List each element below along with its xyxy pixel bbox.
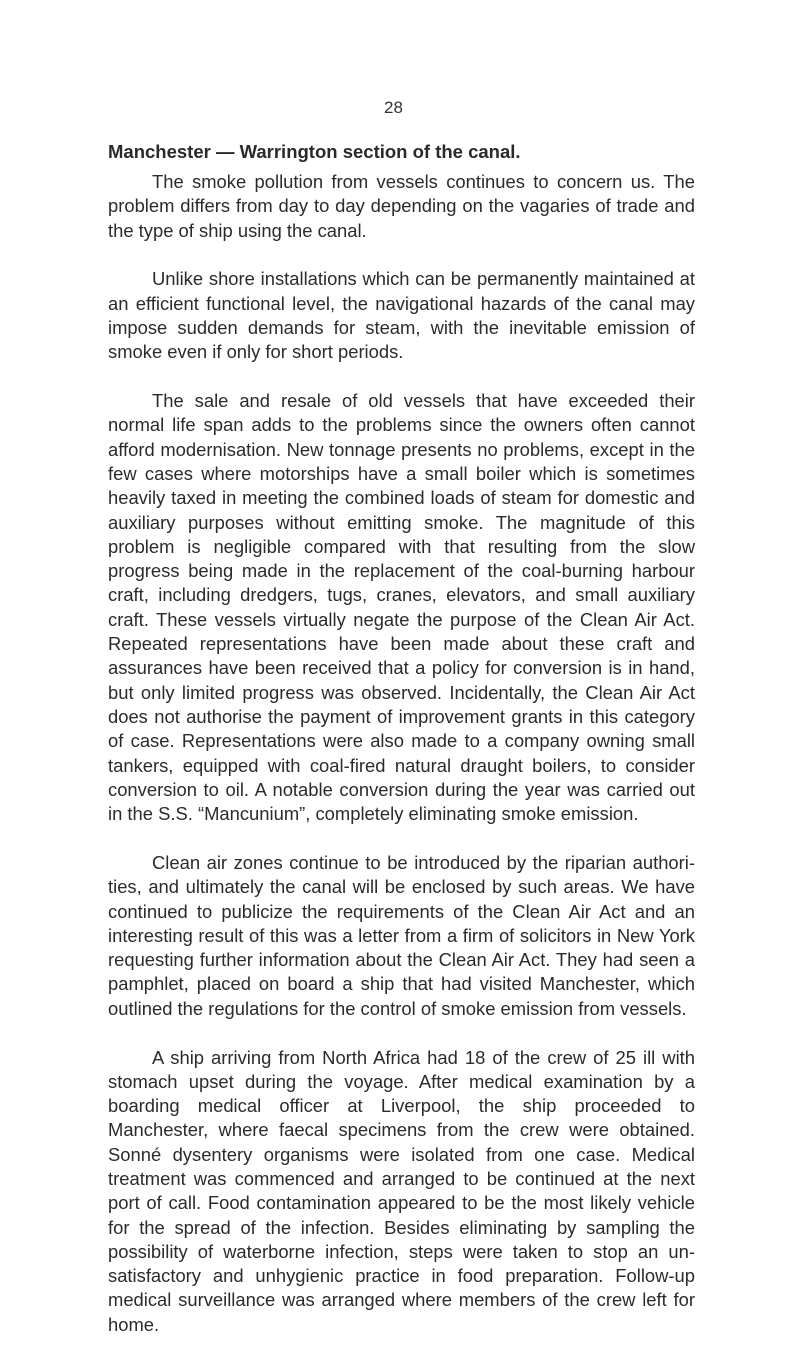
paragraph-clean-air-zones: Clean air zones continue to be introduced by the riparian authorities, and ultimately the canal will be enclosed by such areas. We have continued to publicize the requirements of the Clean Air Act and an interesting result of this was a letter from a firm of solicitors in New York requesting further information about the Clean Air Act. They had seen a pamphlet, placed on board a ship that had visited Manchester, which outlined the regulations for the control of smoke emission from vessels. (108, 851, 695, 1019)
paragraph-smoke-pollution: The smoke pollution from vessels continues to concern us. The problem differs from day to day depending on the vagaries of trade and the type of ship using the canal. (108, 171, 695, 241)
page-number: 28 (384, 98, 403, 117)
paragraph-navigational-hazards: Unlike shore installations which can be permanently maintained at an efficient functional level, the navigational hazards of the canal may impose sudden demands for steam, with the inevitable emission of smoke even if only for short periods. (108, 268, 695, 363)
paragraph-old-vessels: The sale and resale of old vessels that have exceeded their normal life span adds to the problems since the owners often cannot afford modernisation. New tonnage presents no problems, except in the few cases where motorships have a small boiler which is sometimes heavily taxed in meeting the combined loads of steam for domestic and auxiliary purposes without emitting smoke. The magnitude of this problem is negligible compared with that resulting from the slow progress being made in the replacement of the coal-burning harbour craft, including dredgers, tugs, cranes, elevators, and small auxiliary craft. These vessels virtually negate the purpose of the Clean Air Act. Repeated representations have been made about these craft and assurances have been received that a policy for conversion is in hand, but only limited progress was observed. Incidentally, the Clean Air Act does not authorise the payment of improvement grants in this category of case. Representations were also made to a company owning small tankers, equipped with coal-fired natural draught boilers, to consider conversion to oil. A notable conversion during the year was carried out in the S.S. “Mancunium”, completely eliminating smoke emission. (108, 390, 695, 825)
page-body (108, 140, 695, 1362)
section-heading: Manchester — Warrington section of the canal. (108, 141, 521, 162)
paragraph-north-africa-ship: A ship arriving from North Africa had 18 of the crew of 25 ill with stomach upset during the voyage. After medical examination by a boarding medical officer at Liverpool, the ship proceeded to Manchester, where faecal specimens from the crew were obtained. Sonné dysentery organisms were isolated from one case. Medical treatment was commenced and arranged to be continued at the next port of call. Food contamination appeared to be the most likely vehicle for the spread of the infection. Besides eliminating by sampling the possibility of waterborne infection, steps were taken to stop an unsatisfactory and unhygienic practice in food preparation. Follow-up medical surveillance was arranged where members of the crew left for home. (108, 1046, 695, 1335)
